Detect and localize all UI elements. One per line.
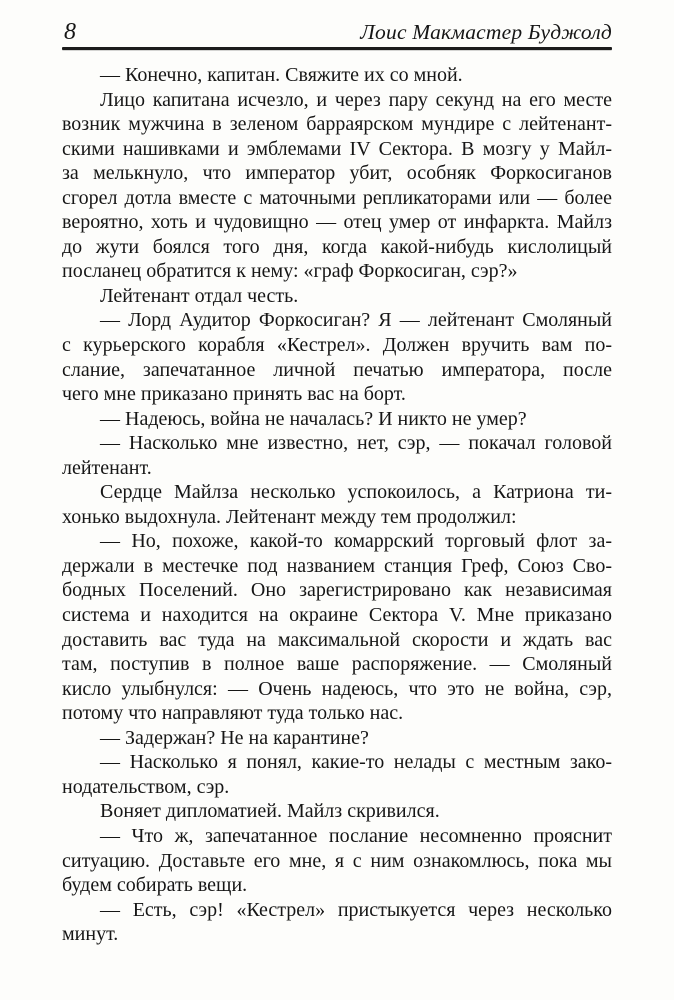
text-line: бодных Поселений. Оно зарегистрировано как независимая bbox=[62, 579, 612, 602]
page-number: 8 bbox=[64, 19, 77, 45]
text-line: потому что направляют туда только нас. bbox=[62, 702, 404, 725]
text-line: — Лорд Аудитор Форкосиган? Я — лейтенант Смоляный bbox=[100, 309, 612, 332]
text-line: лейтенант. bbox=[62, 456, 152, 479]
text-line: слание, запечатанное личной печатью императора, после bbox=[62, 358, 612, 381]
text-line: — Насколько мне известно, нет, сэр, — покачал головой bbox=[100, 432, 612, 455]
text-line: с курьерского корабля «Кестрел». Должен вручить вам по- bbox=[62, 334, 612, 357]
page-header bbox=[62, 19, 612, 46]
header-rule bbox=[62, 47, 612, 50]
text-line: держали в местечке под названием станция Греф, Союз Сво- bbox=[62, 554, 612, 577]
text-line: — Что ж, запечатанное послание несомненно прояснит bbox=[100, 824, 612, 847]
text-line: хонько выдохнула. Лейтенант между тем продолжил: bbox=[62, 505, 517, 528]
text-line: до жути боялся того дня, когда какой-нибудь кислолицый bbox=[62, 235, 612, 258]
text-line: Лицо капитана исчезло, и через пару секунд на его месте bbox=[100, 88, 612, 111]
text-line: минут. bbox=[62, 923, 119, 946]
text-line: кисло улыбнулся: — Очень надеюсь, что это не война, сэр, bbox=[62, 677, 612, 700]
text-line: нодательством, сэр. bbox=[62, 775, 230, 798]
text-line: посланец обратится к нему: «граф Форкосиган, сэр?» bbox=[62, 260, 518, 283]
text-line: — Есть, сэр! «Кестрел» пристыкуется через несколько bbox=[100, 898, 612, 921]
text-line: сгорел дотла вместе с маточными репликаторами или — более bbox=[62, 186, 612, 209]
text-line: за мелькнуло, что император убит, особняк Форкосиганов bbox=[62, 162, 612, 185]
text-line: Лейтенант отдал честь. bbox=[100, 284, 299, 307]
text-line: — Задержан? Не на карантине? bbox=[100, 726, 369, 749]
text-line: скими нашивками и эмблемами IV Сектора. В мозгу у Майл- bbox=[62, 137, 612, 160]
text-line: — Насколько я понял, какие-то нелады с местным зако- bbox=[100, 751, 612, 774]
text-line: доставить вас туда на максимальной скорости и ждать вас bbox=[62, 628, 612, 651]
text-line: вероятно, хоть и чудовищно — отец умер от инфаркта. Майлз bbox=[62, 211, 612, 234]
text-line: — Конечно, капитан. Свяжите их со мной. bbox=[100, 64, 463, 86]
text-line: — Надеюсь, война не началась? И никто не умер? bbox=[100, 407, 527, 430]
text-line: Воняет дипломатией. Майлз скривился. bbox=[100, 800, 440, 823]
text-line: чего мне приказано принять вас на борт. bbox=[62, 383, 406, 406]
running-title: Лоис Макмастер Буджолд bbox=[360, 20, 612, 44]
text-line: там, поступив в полное ваше распоряжение. — Смоляный bbox=[62, 653, 612, 676]
page-body bbox=[62, 63, 612, 947]
text-line: система и находится на окраине Сектора V. Мне приказано bbox=[62, 604, 612, 627]
text-line: — Но, похоже, какой-то комаррский торговый флот за- bbox=[100, 530, 612, 553]
text-line: Сердце Майлза несколько успокоилось, а Катриона ти- bbox=[100, 481, 612, 504]
text-line: ситуацию. Доставьте его мне, я с ним ознакомлюсь, пока мы bbox=[62, 849, 612, 872]
text-line: возник мужчина в зеленом барраярском мундире с лейтенант- bbox=[62, 113, 612, 136]
text-line: будем собирать вещи. bbox=[62, 874, 248, 897]
